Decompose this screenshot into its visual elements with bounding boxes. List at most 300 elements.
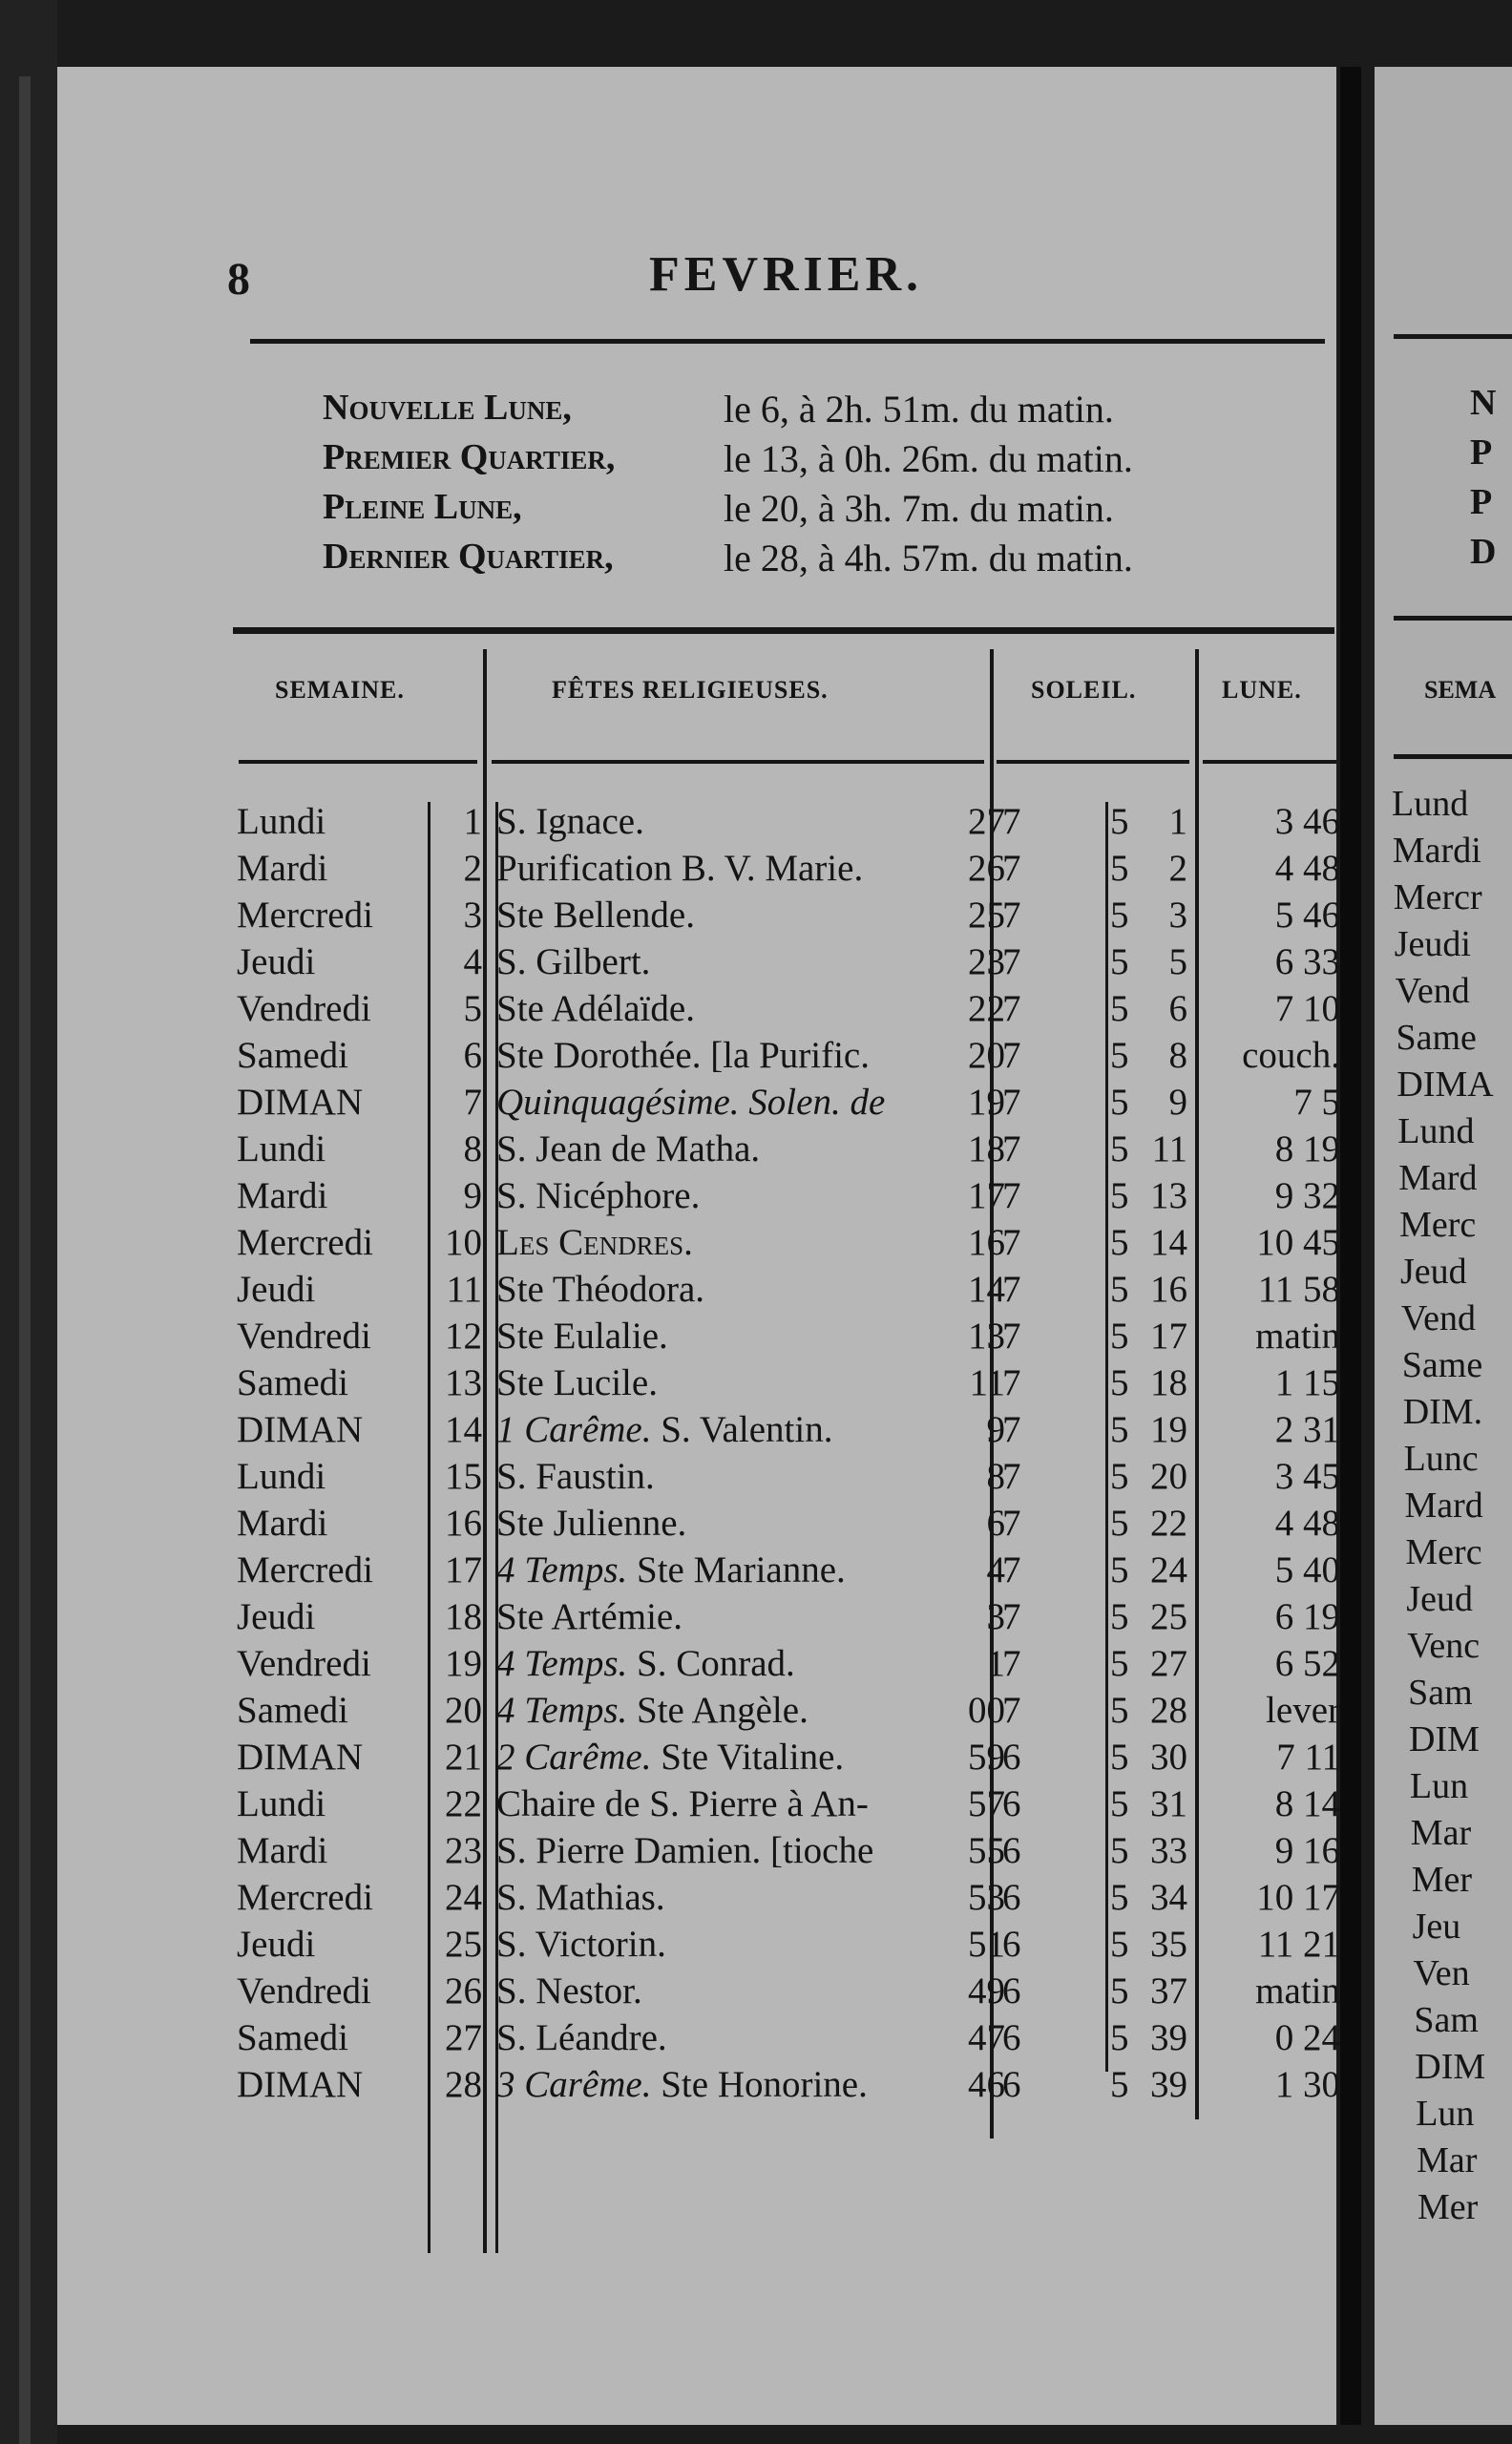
moon-cell: 11 58 <box>1257 1269 1340 1310</box>
feast-cell <box>496 1829 873 1872</box>
date-cell: 20 <box>445 1690 482 1731</box>
weekday-cell: Vendredi <box>237 1643 371 1684</box>
date-cell: 17 <box>445 1549 482 1591</box>
feast-cell <box>496 1736 844 1779</box>
top-rule <box>250 339 1325 344</box>
weekday-cell: Samedi <box>237 1362 348 1403</box>
sunrise-minute-cell: 11 <box>969 1362 1005 1403</box>
date-cell: 2 <box>463 848 482 889</box>
feast-prefix: 4 Temps. <box>496 1643 628 1684</box>
next-page-weekday: Lund <box>1392 784 1469 824</box>
sunrise-hour-cell: 7 <box>1002 1082 1021 1123</box>
sunrise-minute-cell: 23 <box>968 941 1005 982</box>
header-fetes: FÊTES RELIGIEUSES. <box>552 676 829 704</box>
date-cell: 25 <box>445 1924 482 1965</box>
sunset-minute-cell: 17 <box>1150 1316 1187 1357</box>
sunset-minute-cell: 31 <box>1150 1783 1187 1824</box>
weekday-cell: DIMAN <box>237 1737 364 1778</box>
sunrise-hour-cell: 7 <box>1002 1549 1021 1591</box>
next-page-phase-initial: P <box>1470 432 1493 473</box>
next-page-weekday: Mar <box>1410 1813 1472 1853</box>
sunrise-hour-cell: 7 <box>1002 1596 1021 1637</box>
table-row <box>0 1595 1512 1642</box>
sunset-minute-cell: 24 <box>1150 1549 1187 1591</box>
sunrise-hour-cell: 7 <box>1002 1503 1021 1544</box>
sunrise-hour-cell: 7 <box>1002 1175 1021 1216</box>
table-row <box>0 1970 1512 2016</box>
weekday-cell: Mercredi <box>237 895 373 936</box>
table-top-rule <box>233 627 1334 634</box>
weekday-cell: Samedi <box>237 1690 348 1731</box>
sunrise-minute-cell: 8 <box>986 1456 1005 1497</box>
sunset-minute-cell: 8 <box>1168 1035 1187 1076</box>
weekday-cell: Jeudi <box>237 1269 316 1310</box>
sunrise-minute-cell: 00 <box>968 1690 1005 1731</box>
moon-cell: 7 11 <box>1276 1737 1340 1778</box>
date-cell: 4 <box>463 941 482 982</box>
saint-name: Ste Adélaïde. <box>496 988 695 1029</box>
saint-name: S. Victorin. <box>496 1924 666 1965</box>
table-row <box>0 987 1512 1034</box>
next-page-weekday: Merc <box>1399 1205 1477 1245</box>
sunset-minute-cell: 9 <box>1168 1082 1187 1123</box>
weekday-cell: Lundi <box>237 1783 326 1824</box>
next-page-weekday: Vend <box>1395 971 1470 1011</box>
sunset-minute-cell: 18 <box>1150 1362 1187 1403</box>
moon-phases <box>323 387 1334 585</box>
sunrise-hour-cell: 7 <box>1002 1643 1021 1684</box>
sunrise-hour-cell: 7 <box>1002 1316 1021 1357</box>
sunset-minute-cell: 1 <box>1168 801 1187 842</box>
moon-cell: 9 16 <box>1274 1830 1340 1871</box>
saint-name: Ste Angèle. <box>637 1690 808 1731</box>
saint-name: S. Faustin. <box>496 1456 655 1497</box>
date-cell: 8 <box>463 1128 482 1169</box>
feast-cell <box>496 1502 686 1545</box>
moon-cell: 4 48 <box>1274 1503 1340 1544</box>
header-semaine: SEMAINE. <box>275 676 405 704</box>
sunset-minute-cell: 33 <box>1150 1830 1187 1871</box>
moon-cell: 4 48 <box>1274 848 1340 889</box>
saint-name: Ste Dorothée. [la Purific. <box>496 1035 870 1076</box>
sunrise-hour-cell: 7 <box>1002 1128 1021 1169</box>
sunrise-minute-cell: 26 <box>968 848 1005 889</box>
sunset-minute-cell: 30 <box>1150 1737 1187 1778</box>
table-row <box>0 1642 1512 1689</box>
next-page-weekday: Lunc <box>1403 1439 1479 1479</box>
weekday-cell: Mardi <box>237 1175 328 1216</box>
next-page-weekday: Sam <box>1414 2000 1479 2040</box>
date-cell: 6 <box>463 1035 482 1076</box>
sunset-hour-cell: 5 <box>1110 2017 1129 2058</box>
moon-cell: 10 17 <box>1256 1877 1340 1918</box>
weekday-cell: Vendredi <box>237 1316 371 1357</box>
next-page-rule <box>1394 616 1512 621</box>
moon-cell: 1 15 <box>1274 1362 1340 1403</box>
next-page-weekday: DIM <box>1415 2047 1486 2087</box>
moon-cell: 3 46 <box>1274 801 1340 842</box>
sunset-minute-cell: 39 <box>1150 2064 1187 2105</box>
table-row <box>0 1268 1512 1315</box>
saint-name: Ste Marianne. <box>637 1549 846 1591</box>
moon-cell: 11 21 <box>1257 1924 1340 1965</box>
sunset-hour-cell: 5 <box>1110 1737 1129 1778</box>
table-row <box>0 1923 1512 1970</box>
moon-cell: 8 14 <box>1274 1783 1340 1824</box>
saint-name: S. Jean de Matha. <box>496 1128 761 1169</box>
moon-phase-full <box>323 486 1334 536</box>
feast-cell <box>496 1221 693 1264</box>
weekday-cell: DIMAN <box>237 1409 364 1450</box>
saint-name: S. Nestor. <box>496 1970 642 2012</box>
sunset-hour-cell: 5 <box>1110 1549 1129 1591</box>
weekday-cell: Vendredi <box>237 1970 371 2012</box>
sunset-hour-cell: 5 <box>1110 1409 1129 1450</box>
sunset-hour-cell: 5 <box>1110 1783 1129 1824</box>
saint-name: Purification B. V. Marie. <box>496 848 864 889</box>
feast-prefix: 2 Carême. <box>496 1737 652 1778</box>
table-row <box>0 1876 1512 1923</box>
sunrise-minute-cell: 27 <box>968 801 1005 842</box>
sunrise-hour-cell: 7 <box>1002 988 1021 1029</box>
weekday-cell: DIMAN <box>237 2064 364 2105</box>
sunset-hour-cell: 5 <box>1110 1316 1129 1357</box>
sunset-hour-cell: 5 <box>1110 1269 1129 1310</box>
date-cell: 19 <box>445 1643 482 1684</box>
next-page-weekday: Venc <box>1407 1626 1480 1666</box>
feast-cell <box>496 1549 846 1591</box>
sunrise-hour-cell: 7 <box>1002 895 1021 936</box>
moon-phase-name: Dernier Quartier, <box>323 537 614 577</box>
next-page-weekday: DIM. <box>1402 1392 1483 1432</box>
moon-cell: 5 40 <box>1274 1549 1340 1591</box>
next-page-rule <box>1394 334 1512 339</box>
sunset-hour-cell: 5 <box>1110 1970 1129 2012</box>
feast-cell <box>496 1315 668 1358</box>
moon-cell: 6 33 <box>1274 941 1340 982</box>
sunset-hour-cell: 5 <box>1110 1362 1129 1403</box>
table-row <box>0 800 1512 847</box>
feast-cell <box>496 1455 655 1498</box>
sunrise-minute-cell: 53 <box>968 1877 1005 1918</box>
sunrise-minute-cell: 47 <box>968 2017 1005 2058</box>
table-row <box>0 894 1512 940</box>
sunset-hour-cell: 5 <box>1110 2064 1129 2105</box>
next-page-weekday: DIM <box>1409 1719 1480 1759</box>
sunset-minute-cell: 34 <box>1150 1877 1187 1918</box>
feast-cell <box>496 1595 682 1638</box>
sunrise-minute-cell: 6 <box>986 1503 1005 1544</box>
table-row <box>0 1034 1512 1081</box>
feast-cell <box>496 1923 666 1966</box>
saint-name: S. Pierre Damien. [tioche <box>496 1830 874 1871</box>
feast-cell <box>496 987 695 1030</box>
next-page-weekday: Mercr <box>1393 877 1482 917</box>
weekday-cell: Jeudi <box>237 1924 316 1965</box>
next-page-rule <box>1394 754 1512 759</box>
sunrise-minute-cell: 55 <box>968 1830 1005 1871</box>
sunset-minute-cell: 20 <box>1150 1456 1187 1497</box>
moon-cell: 7 10 <box>1274 988 1340 1029</box>
sunrise-hour-cell: 6 <box>1002 1970 1021 2012</box>
sunset-minute-cell: 35 <box>1150 1924 1187 1965</box>
date-cell: 18 <box>445 1596 482 1637</box>
sunset-hour-cell: 5 <box>1110 895 1129 936</box>
next-page-weekday: Jeud <box>1406 1579 1473 1619</box>
date-cell: 10 <box>445 1222 482 1263</box>
date-cell: 23 <box>445 1830 482 1871</box>
sunrise-hour-cell: 7 <box>1002 1035 1021 1076</box>
date-cell: 22 <box>445 1783 482 1824</box>
feast-cell <box>496 1127 760 1170</box>
table-row <box>0 1081 1512 1127</box>
sunrise-hour-cell: 7 <box>1002 801 1021 842</box>
moon-phase-detail: le 6, à 2h. 51m. du matin. <box>724 388 1114 431</box>
next-page-weekday: Same <box>1401 1345 1483 1385</box>
sunset-minute-cell: 27 <box>1150 1643 1187 1684</box>
sunset-minute-cell: 5 <box>1168 941 1187 982</box>
sunset-minute-cell: 28 <box>1150 1690 1187 1731</box>
feast-cell <box>496 1876 665 1919</box>
moon-cell: 0 24 <box>1274 2017 1340 2058</box>
sunrise-hour-cell: 6 <box>1002 1737 1021 1778</box>
moon-cell: 3 45 <box>1274 1456 1340 1497</box>
saint-name: S. Valentin. <box>661 1409 833 1450</box>
feast-cell <box>496 1642 795 1685</box>
feast-cell <box>496 940 650 983</box>
saint-name: S. Gilbert. <box>496 941 651 982</box>
saint-name: S. Ignace. <box>496 801 644 842</box>
next-page-weekday: Merc <box>1405 1532 1482 1572</box>
weekday-cell: Mercredi <box>237 1222 373 1263</box>
sunrise-minute-cell: 9 <box>986 1409 1005 1450</box>
sunrise-hour-cell: 7 <box>1002 1409 1021 1450</box>
feast-prefix: Les Cendres. <box>496 1222 693 1263</box>
moon-phase-name: Pleine Lune, <box>323 487 522 527</box>
saint-name: Ste Lucile. <box>496 1362 658 1403</box>
weekday-cell: Mercredi <box>237 1549 373 1591</box>
feast-cell <box>496 1174 700 1217</box>
saint-name: Ste Honorine. <box>661 2064 868 2105</box>
sunset-minute-cell: 25 <box>1150 1596 1187 1637</box>
next-page-weekday: Ven <box>1413 1953 1470 1993</box>
sunrise-hour-cell: 6 <box>1002 1924 1021 1965</box>
date-cell: 3 <box>463 895 482 936</box>
feast-cell <box>496 800 644 843</box>
saint-name: Ste Julienne. <box>496 1503 687 1544</box>
sunset-hour-cell: 5 <box>1110 1456 1129 1497</box>
sunset-hour-cell: 5 <box>1110 1035 1129 1076</box>
next-page-phase-initial: P <box>1470 482 1493 522</box>
date-cell: 27 <box>445 2017 482 2058</box>
table-row <box>0 1736 1512 1782</box>
header-rule <box>239 760 477 764</box>
sunrise-minute-cell: 4 <box>986 1549 1005 1591</box>
sunrise-hour-cell: 7 <box>1002 1456 1021 1497</box>
feast-prefix: 4 Temps. <box>496 1690 628 1731</box>
date-cell: 28 <box>445 2064 482 2105</box>
feast-prefix: 4 Temps. <box>496 1549 628 1591</box>
table-row <box>0 1315 1512 1361</box>
table-row <box>0 1689 1512 1736</box>
header-rule <box>492 760 984 764</box>
next-page-weekday: Mard <box>1398 1158 1478 1198</box>
sunset-hour-cell: 5 <box>1110 1924 1129 1965</box>
sunrise-hour-cell: 6 <box>1002 2064 1021 2105</box>
weekday-cell: Lundi <box>237 1128 326 1169</box>
month-title: FEVRIER. <box>649 247 924 302</box>
table-row <box>0 1127 1512 1174</box>
next-page-weekday: Mard <box>1404 1485 1483 1526</box>
moon-cell: 1 30 <box>1274 2064 1340 2105</box>
sunset-hour-cell: 5 <box>1110 848 1129 889</box>
date-cell: 7 <box>463 1082 482 1123</box>
moon-cell: 8 19 <box>1274 1128 1340 1169</box>
sunrise-minute-cell: 16 <box>968 1222 1005 1263</box>
moon-cell: 6 52 <box>1274 1643 1340 1684</box>
moon-cell: 2 31 <box>1274 1409 1340 1450</box>
sunset-minute-cell: 13 <box>1150 1175 1187 1216</box>
moon-cell: 5 46 <box>1274 895 1340 936</box>
sunset-hour-cell: 5 <box>1110 1128 1129 1169</box>
sunset-minute-cell: 22 <box>1150 1503 1187 1544</box>
next-page-weekday: Lund <box>1397 1111 1475 1151</box>
sunrise-minute-cell: 17 <box>968 1175 1005 1216</box>
sunrise-minute-cell: 57 <box>968 1783 1005 1824</box>
next-page-weekday: Mer <box>1418 2187 1479 2227</box>
sunset-minute-cell: 39 <box>1150 2017 1187 2058</box>
feast-cell <box>496 1268 704 1311</box>
feast-prefix: 3 Carême. <box>496 2064 652 2105</box>
feast-separator <box>627 1643 637 1684</box>
weekday-cell: Vendredi <box>237 988 371 1029</box>
sunrise-minute-cell: 20 <box>968 1035 1005 1076</box>
sunset-hour-cell: 5 <box>1110 1690 1129 1731</box>
sunset-minute-cell: 6 <box>1168 988 1187 1029</box>
sunset-hour-cell: 5 <box>1110 941 1129 982</box>
moon-phase-name: Premier Quartier, <box>323 437 616 477</box>
sunrise-minute-cell: 51 <box>968 1924 1005 1965</box>
table-row <box>0 1829 1512 1876</box>
moon-phase-name: Nouvelle Lune, <box>323 388 572 428</box>
sunrise-minute-cell: 13 <box>968 1316 1005 1357</box>
feast-cell <box>496 1689 808 1732</box>
sunrise-hour-cell: 6 <box>1002 1877 1021 1918</box>
feast-cell <box>496 847 863 890</box>
table-row <box>0 2016 1512 2063</box>
next-page-weekday: Same <box>1396 1018 1477 1058</box>
sunset-hour-cell: 5 <box>1110 1830 1129 1871</box>
feast-prefix: Quinquagésime. Solen. de <box>496 1082 886 1123</box>
next-page-weekday: Lun <box>1416 2094 1475 2134</box>
sunset-hour-cell: 5 <box>1110 1082 1129 1123</box>
next-page-weekday: Sam <box>1408 1673 1473 1713</box>
saint-name: S. Léandre. <box>496 2017 667 2058</box>
saint-name: Ste Vitaline. <box>661 1737 845 1778</box>
saint-name: S. Nicéphore. <box>496 1175 701 1216</box>
feast-cell <box>496 1034 870 1077</box>
page-number: 8 <box>227 254 250 305</box>
next-page-weekday: Vend <box>1400 1298 1476 1338</box>
date-cell: 1 <box>463 801 482 842</box>
weekday-cell: Samedi <box>237 1035 348 1076</box>
moon-phase-detail: le 13, à 0h. 26m. du matin. <box>724 437 1133 480</box>
saint-name: Ste Théodora. <box>496 1269 705 1310</box>
date-cell: 11 <box>446 1269 482 1310</box>
weekday-cell: Jeudi <box>237 1596 316 1637</box>
weekday-cell: DIMAN <box>237 1082 364 1123</box>
table-row <box>0 2063 1512 2110</box>
next-page-weekday: Jeud <box>1400 1252 1467 1292</box>
table-row <box>0 1549 1512 1595</box>
sunset-hour-cell: 5 <box>1110 1596 1129 1637</box>
weekday-cell: Mardi <box>237 1830 328 1871</box>
date-cell: 12 <box>445 1316 482 1357</box>
weekday-cell: Lundi <box>237 801 326 842</box>
sunrise-hour-cell: 7 <box>1002 848 1021 889</box>
feast-prefix: 1 Carême. <box>496 1409 652 1450</box>
sunrise-minute-cell: 18 <box>968 1128 1005 1169</box>
date-cell: 13 <box>445 1362 482 1403</box>
weekday-cell: Lundi <box>237 1456 326 1497</box>
feast-separator <box>627 1549 637 1591</box>
sunrise-minute-cell: 1 <box>986 1643 1005 1684</box>
sunset-minute-cell: 37 <box>1150 1970 1187 2012</box>
feast-cell <box>496 2063 868 2106</box>
table-row <box>0 1221 1512 1268</box>
next-page-weekday: Mardi <box>1392 831 1481 871</box>
sunset-hour-cell: 5 <box>1110 1643 1129 1684</box>
date-cell: 21 <box>445 1737 482 1778</box>
feast-separator <box>627 1690 637 1731</box>
table-row <box>0 1174 1512 1221</box>
sunset-hour-cell: 5 <box>1110 801 1129 842</box>
table-row <box>0 1361 1512 1408</box>
next-page-weekday: Lun <box>1409 1766 1469 1806</box>
feast-cell <box>496 2016 667 2059</box>
moon-cell: 7 5 <box>1293 1082 1340 1123</box>
feast-cell <box>496 1361 658 1404</box>
feast-cell <box>496 1081 885 1124</box>
header-rule <box>997 760 1189 764</box>
date-cell: 14 <box>445 1409 482 1450</box>
next-page-phase-initial: N <box>1470 383 1497 423</box>
saint-name: Chaire de S. Pierre à An- <box>496 1783 869 1824</box>
sunset-hour-cell: 5 <box>1110 1175 1129 1216</box>
date-cell: 9 <box>463 1175 482 1216</box>
moon-cell: 6 19 <box>1274 1596 1340 1637</box>
table-row <box>0 940 1512 987</box>
saint-name: Ste Eulalie. <box>496 1316 668 1357</box>
sunrise-minute-cell: 3 <box>986 1596 1005 1637</box>
saint-name: S. Mathias. <box>496 1877 665 1918</box>
header-rule <box>1203 760 1336 764</box>
feast-separator <box>651 1737 661 1778</box>
weekday-cell: Jeudi <box>237 941 316 982</box>
sunrise-minute-cell: 46 <box>968 2064 1005 2105</box>
moon-cell: matin <box>1255 1316 1340 1357</box>
feast-cell <box>496 1782 869 1825</box>
moon-phase-last-quarter <box>323 536 1334 585</box>
feast-separator <box>651 1409 661 1450</box>
feast-cell <box>496 894 695 937</box>
moon-phase-detail: le 20, à 3h. 7m. du matin. <box>724 487 1114 530</box>
saint-name: Ste Artémie. <box>496 1596 682 1637</box>
next-page-header: SEMA <box>1424 676 1497 704</box>
sunset-hour-cell: 5 <box>1110 988 1129 1029</box>
weekday-cell: Mardi <box>237 848 328 889</box>
sunset-hour-cell: 5 <box>1110 1877 1129 1918</box>
